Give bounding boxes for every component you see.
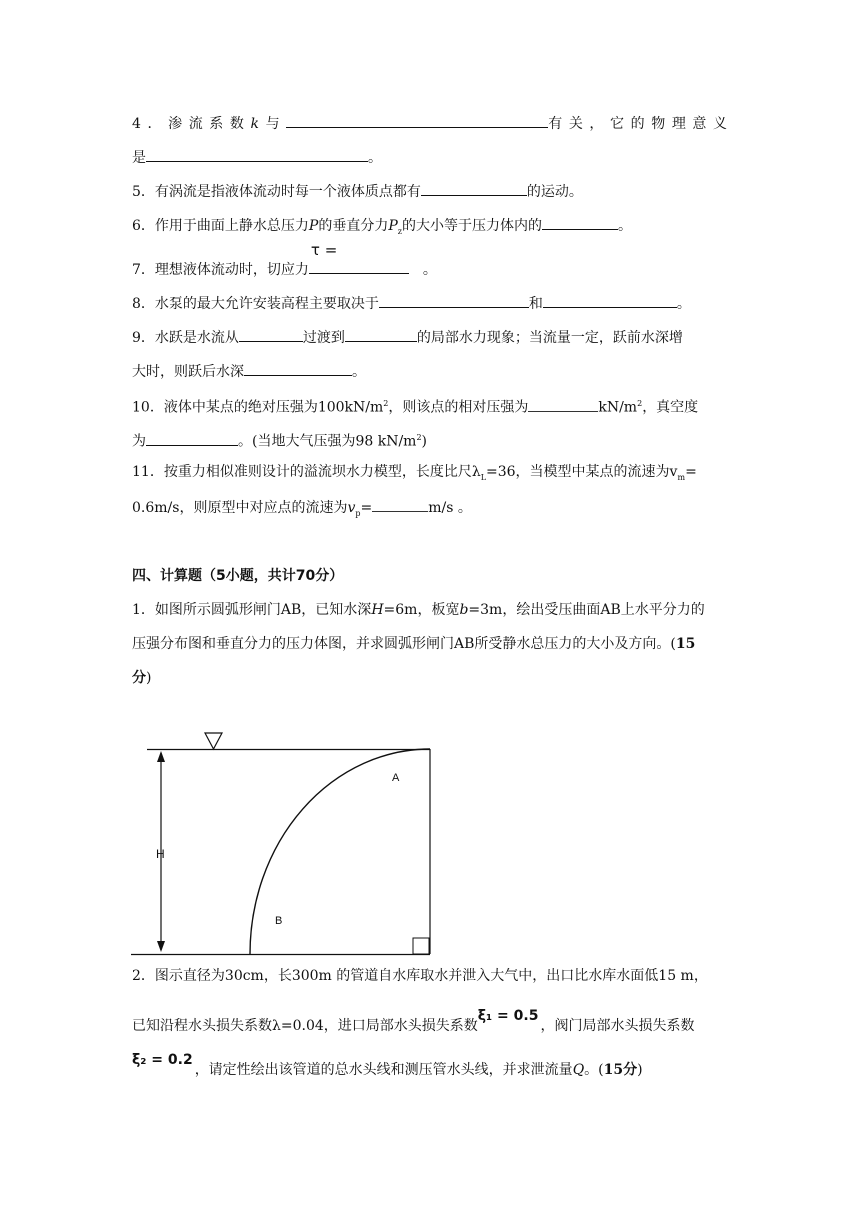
question-4-line2: 是 。: [132, 146, 382, 168]
calc-question-1-line2: 压强分布图和垂直分力的压力体图，并求圆弧形闸门AB所受静水总压力的大小及方向。(15: [132, 636, 696, 652]
question-9-line2: 大时，则跃后水深 。: [132, 360, 366, 382]
question-10-line1: 10．液体中某点的绝对压强为$100kN/m^2$，则该点的相对压强为 $kN/m^2$，真空度: [132, 394, 698, 418]
label-a: A: [392, 772, 400, 784]
arrow-down-icon: [157, 941, 165, 952]
calc-question-2-line3: ξ₂ = 0.2，请定性绘出该管道的总水头线和测压管水头线，并求泄流量Q。(15分): [132, 1052, 643, 1078]
xi2-formula: ξ₂ = 0.2: [132, 1052, 193, 1068]
label-h: H: [156, 847, 165, 861]
calc-question-2-line2: 已知沿程水头损失系数λ=0.04，进口局部水头损失系数ξ₁ = 0.5，阀门局部水头损失系数: [132, 1008, 695, 1034]
calc-question-2-line1: 2．图示直径为30cm，长300m 的管道自水库取水并泄入大气中，出口比水库水面低15 m，: [132, 968, 708, 984]
calc-question-1-line1: 1．如图所示圆弧形闸门AB，已知水深H=6m，板宽b=3m，绘出受压曲面AB上水平分力的: [132, 602, 705, 618]
question-9-line1: 9．水跃是水流从 过渡到 的局部水力现象；当流量一定，跃前水深增: [132, 326, 683, 348]
question-4-line1: 4．渗流系数k与 有关，它的物理意义: [132, 112, 734, 134]
question-11-line1: 11．按重力相似准则设计的溢流坝水力模型，长度比尺$\lambda_L=36$，当模型中某点的流速为$v_m=$: [132, 464, 697, 482]
tau-symbol: τ =: [310, 241, 338, 259]
calc-question-1-line3: 分): [132, 670, 152, 686]
question-11-line2: 0.6m/s，则原型中对应点的流速为$v_p= m/s$ 。: [132, 496, 472, 524]
section-heading-calculation: 四、计算题（5小题，共计70分）: [132, 568, 344, 584]
question-6: 6．作用于曲面上静水总压力P的垂直分力$P_z$的大小等于压力体内的 。: [132, 214, 632, 242]
question-5: 5．有涡流是指液体流动时每一个液体质点都有 的运动。: [132, 180, 583, 202]
question-8: 8．水泵的最大允许安装高程主要取决于 和 。: [132, 292, 691, 314]
right-angle-marker: [413, 938, 429, 954]
free-surface-symbol-icon: [205, 733, 222, 749]
xi1-formula: ξ₁ = 0.5: [477, 1008, 539, 1024]
question-10-line2: 为 。(当地大气压强为98 $kN/m^2$): [132, 428, 427, 452]
arrow-up-icon: [157, 751, 165, 762]
label-b: B: [275, 915, 283, 927]
question-7: 7．理想液体流动时，切应力 τ = 。: [132, 241, 437, 278]
